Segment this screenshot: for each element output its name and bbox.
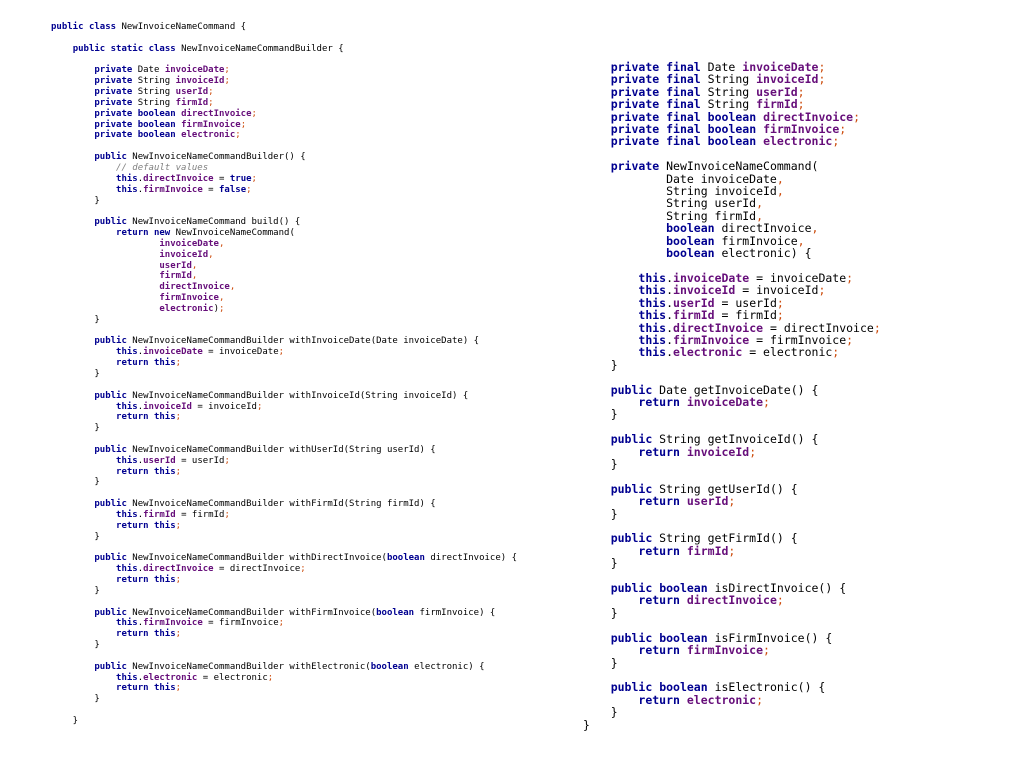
left-code-column	[51, 22, 517, 727]
code-line: }	[51, 195, 100, 206]
code-line: }	[583, 605, 618, 620]
code-line: String firmId,	[583, 208, 764, 223]
code-line: }	[583, 655, 618, 670]
code-line: return firmId;	[638, 543, 736, 558]
code-line: public Date getInvoiceDate() {	[610, 382, 819, 397]
code-line: public boolean isElectronic() {	[610, 680, 826, 695]
code-line: private String invoiceId;	[94, 76, 230, 87]
code-line: }	[583, 407, 618, 422]
code-line: }	[583, 357, 618, 372]
code-line: private String firmId;	[94, 97, 214, 108]
code-line: invoiceId,	[159, 249, 214, 260]
code-line	[51, 434, 517, 445]
code-line: }	[51, 477, 100, 488]
code-line: this.directInvoice = true;	[116, 173, 257, 184]
code-line: private boolean electronic;	[94, 130, 241, 141]
code-line: }	[51, 423, 100, 434]
code-line: }	[51, 716, 79, 726]
code-line: private final String firmId;	[610, 97, 805, 112]
code-line: public NewInvoiceNameCommandBuilder() {	[94, 152, 306, 163]
code-line: public NewInvoiceNameCommandBuilder withFirmInvoice(boolean firmInvoice) {	[94, 607, 496, 618]
code-line: String invoiceId,	[583, 184, 784, 199]
code-line: public NewInvoiceNameCommandBuilder withInvoiceDate(Date invoiceDate) {	[94, 336, 480, 347]
code-line: // default values	[51, 162, 209, 173]
code-line: private final boolean directInvoice;	[610, 109, 861, 124]
code-line: return new NewInvoiceNameCommand(	[116, 228, 295, 239]
code-line: public String getUserId() {	[610, 481, 798, 496]
code-line: }	[583, 717, 590, 732]
code-line: private boolean directInvoice;	[94, 108, 257, 119]
code-line	[51, 33, 517, 44]
code-line: return userId;	[638, 494, 736, 509]
code-line: }	[51, 585, 100, 596]
right-code-column	[583, 61, 881, 731]
code-line: return electronic;	[638, 692, 764, 707]
code-line: String userId,	[583, 196, 764, 211]
code-line: invoiceDate,	[159, 238, 225, 249]
code-line: return this;	[116, 412, 182, 423]
code-line: public String getInvoiceId() {	[610, 432, 819, 447]
code-line: public NewInvoiceNameCommandBuilder withDirectInvoice(boolean directInvoice) {	[94, 553, 518, 564]
code-line: private final boolean electronic;	[610, 134, 840, 149]
code-line: private boolean firmInvoice;	[94, 119, 247, 130]
code-line: private final String userId;	[610, 84, 805, 99]
code-line	[51, 597, 517, 608]
code-line: public NewInvoiceNameCommandBuilder withUserId(String userId) {	[94, 444, 436, 455]
code-line: return directInvoice;	[638, 593, 784, 608]
code-line	[51, 543, 517, 554]
code-line: public NewInvoiceNameCommandBuilder withElectronic(boolean electronic) {	[94, 661, 485, 672]
code-line: firmId,	[159, 271, 198, 282]
code-line: firmInvoice,	[159, 293, 225, 304]
code-line	[51, 141, 517, 152]
code-line: electronic);	[159, 303, 225, 314]
code-line: Date invoiceDate,	[583, 171, 784, 186]
code-line: boolean electronic) {	[666, 246, 812, 261]
code-line: this.firmId = firmId;	[116, 509, 230, 520]
code-line: }	[51, 640, 100, 651]
code-line: public class NewInvoiceNameCommand {	[51, 22, 247, 32]
code-line: private final Date invoiceDate;	[610, 60, 826, 74]
code-line: }	[583, 705, 618, 720]
code-line: this.firmInvoice = firmInvoice;	[638, 332, 854, 347]
code-line: this.invoiceId = invoiceId;	[116, 401, 263, 412]
code-line: this.firmInvoice = firmInvoice;	[116, 618, 285, 629]
code-line: public NewInvoiceNameCommandBuilder withFirmId(String firmId) {	[94, 499, 436, 510]
code-line: return this;	[116, 629, 182, 640]
code-line: this.firmInvoice = false;	[116, 184, 252, 195]
code-line	[51, 705, 517, 716]
code-line: }	[583, 457, 618, 471]
code-line: directInvoice,	[159, 282, 236, 293]
code-line: return invoiceDate;	[638, 394, 770, 409]
code-line: }	[51, 314, 100, 325]
code-line: public String getFirmId() {	[610, 531, 798, 546]
code-line: return invoiceId;	[638, 444, 757, 459]
code-line	[51, 206, 517, 217]
code-line: this.invoiceDate = invoiceDate;	[638, 270, 854, 285]
code-line: this.invoiceDate = invoiceDate;	[116, 347, 285, 358]
code-line: return this;	[116, 520, 182, 531]
code-line: }	[51, 531, 100, 542]
code-line: }	[583, 556, 618, 571]
code-line: public boolean isFirmInvoice() {	[610, 630, 833, 645]
code-line: userId,	[159, 260, 198, 271]
code-line: private Date invoiceDate;	[94, 65, 230, 76]
code-line: }	[51, 694, 100, 705]
code-line: this.directInvoice = directInvoice;	[638, 320, 881, 335]
code-line: boolean directInvoice,	[666, 221, 819, 236]
code-line: this.firmId = firmId;	[638, 308, 784, 323]
code-line: return this;	[116, 575, 182, 586]
code-line: public static class NewInvoiceNameCommandBuilder {	[72, 43, 344, 54]
code-line	[51, 651, 517, 662]
code-line: public boolean isDirectInvoice() {	[610, 581, 847, 596]
code-line: private final boolean firmInvoice;	[610, 122, 847, 137]
code-line	[51, 380, 517, 391]
code-line: this.directInvoice = directInvoice;	[116, 564, 306, 575]
code-line: private NewInvoiceNameCommand(	[610, 159, 819, 174]
code-line: private final String invoiceId;	[610, 72, 826, 87]
code-line: this.electronic = electronic;	[116, 672, 274, 683]
code-line: public NewInvoiceNameCommandBuilder withInvoiceId(String invoiceId) {	[94, 390, 469, 401]
code-line: this.userId = userId;	[116, 455, 230, 466]
code-line: }	[583, 506, 618, 521]
code-line: this.electronic = electronic;	[638, 345, 840, 360]
code-line	[51, 55, 517, 66]
code-line	[51, 326, 517, 337]
code-line: boolean firmInvoice,	[666, 233, 805, 248]
code-line: this.invoiceId = invoiceId;	[638, 283, 826, 298]
code-line: public NewInvoiceNameCommand build() {	[94, 217, 301, 228]
code-line: return this;	[116, 683, 182, 694]
code-line: }	[51, 369, 100, 379]
code-line	[51, 488, 517, 499]
code-line: return this;	[116, 466, 182, 477]
code-line: private String userId;	[94, 87, 214, 98]
code-line: this.userId = userId;	[638, 295, 784, 310]
code-line: return firmInvoice;	[638, 643, 770, 658]
code-line: return this;	[116, 358, 182, 369]
